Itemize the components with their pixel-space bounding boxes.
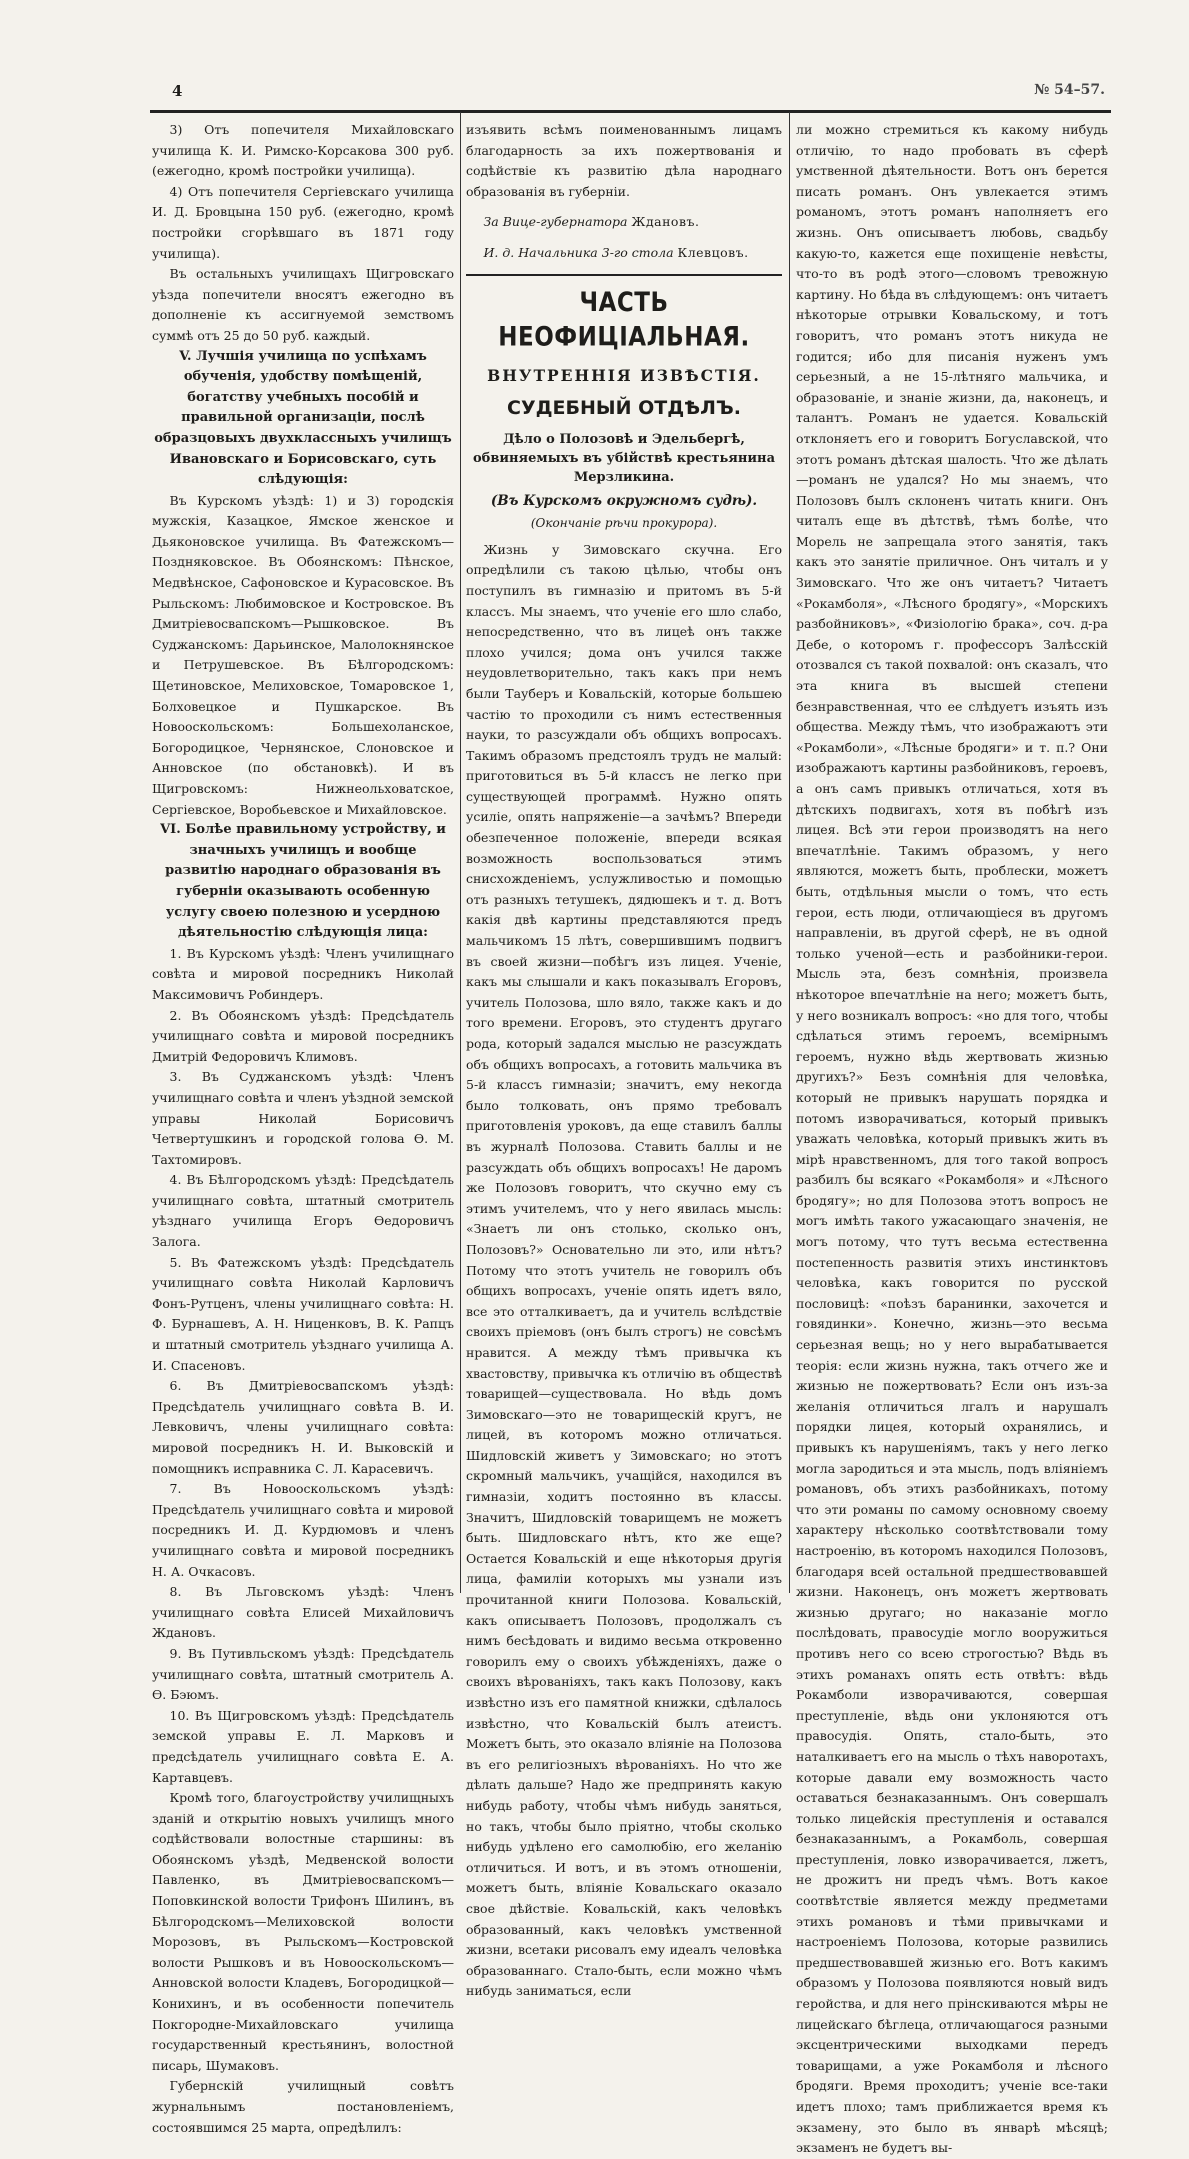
list-item: 8. Въ Льговскомъ уѣздѣ: Членъ училищнаго совѣта Елисей Михайловичъ Ждановъ. xyxy=(152,1584,454,1641)
section-heading-v: V. Лучшія училища по успѣхамъ обученія, удобству помѣщеній, богатству учебныхъ пособій и правильной организаціи, послѣ образцовыхъ двухклассныхъ училищъ Ивановскаго и Борисовскаго, суть слѣдующія: xyxy=(154,348,452,488)
continuation-note: (Окончаніе рѣчи прокурора). xyxy=(530,516,718,531)
signature-role: За Вице-губернатора xyxy=(483,214,628,230)
issue-number: № 54–57. xyxy=(1034,82,1105,98)
signature-name: Клевцовъ. xyxy=(677,244,749,260)
part-title: ЧАСТЬ НЕОФИЦІАЛЬНАЯ. xyxy=(498,287,750,352)
paragraph: Въ остальныхъ училищахъ Щигровскаго уѣзда попечители вносятъ ежегодно въ дополненіе къ ассигнуемой земствомъ суммѣ отъ 25 до 50 руб. каждый. xyxy=(152,266,454,343)
unofficial-section-header xyxy=(466,274,782,350)
signature-name: Ждановъ. xyxy=(631,214,700,230)
paragraph: ли можно стремиться къ какому нибудь отличію, то надо пробовать въ сферѣ умственной дѣятельности. Вотъ онъ берется писать романъ. Онъ увлекается этимъ романомъ, этотъ романъ наполняетъ его жизнь. Онъ описываетъ любовь, свадьбу какую-то, кажется еще похищеніе невѣсты, что-то въ родѣ этого—словомъ тревожную картину. Но бѣда въ слѣдующемъ: онъ читаетъ нѣкоторые отрывки Ковальскому, и тотъ говоритъ, что романъ этотъ никуда не годится; ибо для писанія нуженъ умъ серьезный, а не 15-лѣтняго мальчика, и образованіе, и знаніе жизни, да, наконецъ, и талантъ. Романъ не удается. Ковальскій отклоняетъ его и говоритъ Богуславской, что этотъ романъ дѣтская шалость. Что же дѣлать—романъ не удался? Но мы знаемъ, что Полозовъ былъ склоненъ читать книги. Онъ читалъ еще въ дѣтствѣ, тѣмъ болѣе, что Морель не запрещала этого занятія, такъ какъ это занятіе приличное. Онъ читалъ и у Зимовскаго. Что же онъ читаетъ? Читаетъ «Рокамболя», «Лѣсного бродягу», «Морскихъ разбойниковъ», «Физіологію брака», соч. д-ра Дебе, о которомъ г. профессоръ Залѣсскій отозвался съ такой похвалой: онъ сказалъ, что эта книга въ высшей степени безнравственная, что ее слѣдуетъ изъять изъ общества. Между тѣмъ, что изображаютъ эти «Рокамболи», «Лѣсные бродяги» и т. п.? Они изображаютъ картины разбойниковъ, героевъ, а онъ самъ привыкъ отличаться, хотя въ дѣтскихъ подвигахъ, хотя въ побѣгѣ изъ лицея. Всѣ эти герои производятъ на него впечатлѣніе. Такимъ образомъ, у него являются, можетъ быть, проблески, можетъ быть, отдѣльныя мысли о томъ, что есть герои, есть люди, отличающіеся въ другомъ направленіи, въ другой сферѣ, не въ одной только ученой—есть и разбойники-герои. Мысль эта, безъ сомнѣнія, произвела нѣкоторое впечатлѣніе на него; можетъ быть, у него возникалъ вопросъ: «но для того, чтобы сдѣлаться этимъ героемъ, всемірнымъ героемъ, нужно вѣдь жертвовать жизнью другихъ?» Безъ сомнѣнія для человѣка, который не привыкъ нарушать порядка и потомъ изворачиваться, который привыкъ уважать человѣка, который привыкъ жить въ мірѣ нравственномъ, для того такой вопросъ разбилъ бы всякаго «Рокамболя» и «Лѣсного бродягу»; но для Полозова этотъ вопросъ не могъ имѣть такого ужасающаго значенія, не могъ потому, что тутъ весьма естественна постепенность развитія этихъ инстинктовъ человѣка, какъ говорится по русской пословицѣ: «поѣзъ баранинки, захочется и говядинки». Конечно, жизнь—это весьма серьезная вещь; но у него вырабатывается теорія: если жизнь нужна, такъ отчего же и жизнью не пожертвовать? Если онъ изъ-за желанія отличиться лгалъ и нарушалъ порядки лицея, который охранялись, и привыкъ къ нарушеніямъ, такъ у него легко могла зародиться и эта мысль, подъ вліяніемъ романовъ, объ этихъ разбойникахъ, потому что эти романы по самому основному своему характеру нѣсколько соотвѣтствовали тому настроенію, въ которомъ находился Полозовъ, благодаря всей остальной предшествовавшей жизни. Наконецъ, онъ можетъ жертвовать жизнью другаго; но наказаніе могло послѣдовать, правосудіе могло вооружиться противъ него со всею строгостью? Вѣдь въ этихъ романахъ опять есть отвѣтъ: вѣдь Рокамболи изворачиваются, совершая преступленіе, вѣдь они уклоняются отъ правосудія. Опять, стало-быть, это наталкиваетъ его на мысль о тѣхъ наворотахъ, которые давали ему возможность часто оставаться безнаказаннымъ. Онъ совершалъ только лицейскія преступленія и оставался безнаказаннымъ, а Рокамболь, совершая преступленія, ловко изворачивается, лжетъ, не дрожитъ ни предъ чѣмъ. Вотъ какое соотвѣтствіе является между предметами этихъ романовъ и тѣми привычками и настроеніемъ Полозова, которые развились предшествовавшей жизнью его. Вотъ какимъ образомъ у Полозова появляются новый видъ геройства, и для него прінскиваются мѣры не лицейскаго бѣглеца, отличающагося разными эксцентрическими выходками передъ товарищами, а уже Рокамболя и лѣсного бродяги. Время проходитъ; ученіе все-таки идетъ плохо; тамъ приближается время къ экзамену, это было въ январѣ мѣсяцѣ; экзаменъ не будетъ вы- xyxy=(796,122,1108,2156)
paragraph: Кромѣ того, благоустройству училищныхъ зданій и открытію новыхъ училищъ много содѣйствовали волостные старшины: въ Обоянскомъ уѣздѣ, Медвенской волости Павленко, въ Дмитріевосвапскомъ—Поповкинской волости Трифонъ Шилинъ, въ Бѣлгородскомъ—Мелиховской волости Морозовъ, въ Рыльскомъ—Костровской волости Рышковъ и въ Новооскольскомъ—Анновской волости Кладевъ, Богородицкой—Конихинъ, и въ особенности попечитель Покгородне-Михайловскаго училища государственный крестьянинъ, волостной писарь, Шумаковъ. xyxy=(152,1790,454,2073)
list-item: 7. Въ Новооскольскомъ уѣздѣ: Предсѣдатель училищнаго совѣта и мировой посредникъ И. Д. Курдюмовъ и членъ училищнаго совѣта и мировой посредникъ Н. А. Очкасовъ. xyxy=(152,1481,454,1579)
paragraph: Жизнь у Зимовскаго скучна. Его опредѣлили съ такою цѣлью, чтобы онъ поступилъ въ гимназію и притомъ въ 5-й классъ. Мы знаемъ, что ученіе его шло слабо, непосредственно, что въ лицеѣ онъ также плохо учился; дома онъ учился также неудовлетворительно, такъ какъ при немъ были Тауберъ и Ковальскій, которые большею частію то проходили съ нимъ естественныя науки, то разсуждали объ общихъ вопросахъ. Такимъ образомъ предстоялъ трудъ не малый: приготовиться въ 5-й классъ не легко при существующей программѣ. Нужно опять усиліе, опять напряженіе—а зачѣмъ? Впереди обезпеченное положеніе, впереди всякая возможность воспользоваться этимъ снисхожденіемъ, услужливостью и помощью отъ разныхъ тетушекъ, дядюшекъ и т. д. Вотъ какія двѣ картины представляются предъ мальчикомъ 15 лѣтъ, совершившимъ подвигъ въ своей жизни—побѣгъ изъ лицея. Ученіе, какъ мы слышали и какъ показывалъ Егоровъ, учитель Полозова, шло вяло, также какъ и до того времени. Егоровъ, это студентъ другаго рода, который задался мыслью не разсуждать объ общихъ вопросахъ, а готовить мальчика въ 5-й классъ гимназіи; значитъ, ему некогда было толковать, онъ прямо требовалъ приготовленія уроковъ, да еще ставилъ баллы въ журналѣ Полозова. Ставить баллы и не разсуждать объ общихъ вопросахъ! Не даромъ же Полозовъ говоритъ, что скучно ему съ этимъ учителемъ, что у него явилась мысль: «Знаетъ ли онъ столько, сколько онъ, Полозовъ?» Основательно ли это, или нѣтъ? Потому что этотъ учитель не говорилъ объ общихъ вопросахъ, ученіе опять идетъ вяло, все это отталкиваетъ, да и учитель вслѣдствіе своихъ пріемовъ (онъ былъ строгъ) не совсѣмъ нравится. А между тѣмъ привычка къ хвастовству, привычка къ отличію въ обществѣ товарищей—существовала. Но вѣдь домъ Зимовскаго—это не товарищескій кругъ, не лицей, въ которомъ можно отличаться. Шидловскій живетъ у Зимовскаго; но этотъ скромный мальчикъ, учащійся, находился въ гимназіи, ходитъ постоянно въ классы. Значитъ, Шидловскій товарищемъ не можетъ быть. Шидловскаго нѣтъ, кто же еще? Остается Ковальскій и еще нѣкоторыя другія лица, фамиліи которыхъ мы узнали изъ прочитанной книги Полозова. Ковальскій, какъ описываетъ Полозовъ, продолжалъ съ нимъ бесѣдовать и видимо весьма откровенно говорилъ ему о своихъ убѣжденіяхъ, даже о своихъ вѣрованіяхъ, такъ какъ Полозову, какъ извѣстно изъ его памятной книжки, сдѣлалось извѣстно, что Ковальскій былъ атеистъ. Можетъ быть, это оказало вліяніе на Полозова въ его религіозныхъ вѣрованіяхъ. Но что же дѣлать дальше? Надо же предпринять какую нибудь работу, чтобы чѣмъ нибудь заняться, но такъ, чтобы было пріятно, чтобы сколько нибудь удѣлено его самолюбію, его желанію отличиться. И вотъ, и въ этомъ отношеніи, можетъ быть, вліяніе Ковальскаго оказало свое дѣйствіе. Ковальскій, какъ человѣкъ образованный, какъ человѣкъ умственной жизни, всетаки рисовалъ ему идеалъ человѣка образованнаго. Стало-быть, если можно чѣмъ нибудь заниматься, если xyxy=(466,541,782,1999)
list-item: 6. Въ Дмитріевосвапскомъ уѣздѣ: Предсѣдатель училищнаго совѣта В. И. Левковичъ, члены училищнаго совѣта: мировой посредникъ Н. И. Выковскій и помощникъ исправника С. Л. Карасевичъ. xyxy=(152,1378,454,1476)
paragraph: Губернскій училищный совѣтъ журнальнымъ постановленіемъ, состоявшимся 25 марта, опредѣлилъ: xyxy=(152,2078,454,2135)
list-item: 4. Въ Бѣлгородскомъ уѣздѣ: Предсѣдатель училищнаго совѣта, штатный смотритель уѣзднаго училища Егоръ Ѳедоровичъ Залога. xyxy=(152,1172,454,1250)
signature-role: И. д. Начальника 3-го стола xyxy=(483,244,674,260)
paragraph: изъявить всѣмъ поименованнымъ лицамъ благодарность за ихъ пожертвованія и содѣйствіе къ развитію дѣла народнаго образованія въ губерніи. xyxy=(466,122,782,199)
paragraph: Въ Курскомъ уѣздѣ: 1) и 3) городскія мужскія, Казацкое, Ямское женское и Дьяконовское училища. Въ Фатежскомъ—Поздняковское. Въ Обоянскомъ: Пѣнское, Медвѣнское, Сафоновское и Курасовское. Въ Рыльскомъ: Любимовское и Костровское. Въ Дмитріевосвапскомъ—Рышковское. Въ Суджанскомъ: Дарьинское, Малолокнянское и Петрушевское. Въ Бѣлгородскомъ: Щетиновское, Мелиховское, Томаровское 1, Болховецкое и Пушкарское. Въ Новооскольскомъ: Большехоланское, Богородицкое, Чернянское, Слоновское и Анновское (по обстановкѣ). И въ Щигровскомъ: Нижнеольховатское, Сергіевское, Воробьевское и Михайловское. xyxy=(152,492,454,817)
court-name: (Въ Курскомъ окружномъ судѣ). xyxy=(490,492,758,509)
column-left xyxy=(152,120,454,2135)
section-title: ВНУТРЕННІЯ ИЗВѢСТІЯ. xyxy=(487,365,761,385)
header-rule xyxy=(150,110,1111,113)
article-body xyxy=(466,540,782,2002)
page-number: 4 xyxy=(172,82,183,100)
list-item: 10. Въ Щигровскомъ уѣздѣ: Предсѣдатель земской управы Е. Л. Марковъ и предсѣдатель училищнаго совѣта Е. А. Картавцевъ. xyxy=(152,1707,454,1785)
section-heading-vi: VI. Болѣе правильному устройству, и значныхъ училищъ и вообще развитію народнаго образованія въ губерніи оказывають особенную услугу своею полезною и усердною дѣятельностію слѣдующія лица: xyxy=(160,822,446,941)
column-right xyxy=(796,120,1108,2156)
list-item: 9. Въ Путивльскомъ уѣздѣ: Предсѣдатель училищнаго совѣта, штатный смотритель А. Ѳ. Бэюмъ. xyxy=(152,1645,454,1703)
department-title: СУДЕБНЫЙ ОТДѢЛЪ. xyxy=(507,396,741,419)
paragraph: 4) Отъ попечителя Сергіевскаго училища И. Д. Бровцына 150 руб. (ежегодно, кромѣ постройки сгорѣвшаго въ 1871 году училища). xyxy=(152,183,454,261)
case-title: Дѣло о Полозовѣ и Эдельбергѣ, обвиняемыхъ въ убійствѣ крестьянина Мерзликина. xyxy=(473,431,775,485)
column-divider xyxy=(460,112,461,1593)
signature-line xyxy=(466,212,782,233)
list-item: 5. Въ Фатежскомъ уѣздѣ: Предсѣдатель училищнаго совѣта Николай Карловичъ Фонъ-Рутценъ, члены училищнаго совѣта: Н. Ф. Бурнашевъ, А. Н. Ниценковъ, В. К. Рапцъ и штатный смотритель уѣзднаго училища А. И. Спасеновъ. xyxy=(152,1254,454,1373)
column-middle xyxy=(466,120,782,1999)
list-item: 1. Въ Курскомъ уѣздѣ: Членъ училищнаго совѣта и мировой посредникъ Николай Максимовичъ Робиндеръ. xyxy=(152,945,454,1002)
list-item: 2. Въ Обоянскомъ уѣздѣ: Предсѣдатель училищнаго совѣта и мировой посредникъ Дмитрій Федоровичъ Климовъ. xyxy=(152,1007,454,1064)
column-divider xyxy=(789,112,790,1593)
list-item: 3. Въ Суджанскомъ уѣздѣ: Членъ училищнаго совѣта и членъ уѣздной земской управы Николай Борисовичъ Четвертушкинъ и городской голова Ѳ. М. Тахтомировъ. xyxy=(152,1069,454,1167)
signature-line xyxy=(466,243,782,264)
paragraph: 3) Отъ попечителя Михайловскаго училища К. И. Римско-Корсакова 300 руб. (ежегодно, кромѣ постройки училища). xyxy=(152,122,454,179)
